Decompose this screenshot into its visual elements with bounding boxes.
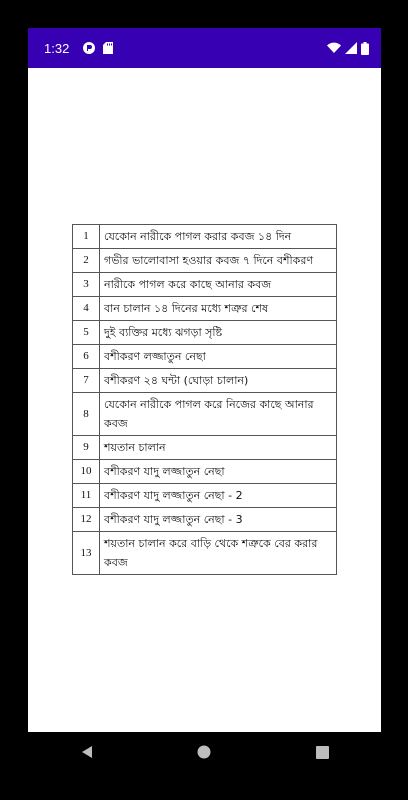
- table-row[interactable]: [73, 436, 337, 460]
- row-number: 2: [73, 249, 100, 273]
- row-text[interactable]: বশীকরণ যাদু লজ্জাতুন নেছা: [100, 460, 337, 484]
- row-text[interactable]: নারীকে পাগল করে কাছে আনার কবজ: [100, 273, 337, 297]
- table-row[interactable]: [73, 225, 337, 249]
- row-text[interactable]: বশীকরণ ২৪ ঘন্টা (ঘোড়া চালান): [100, 369, 337, 393]
- row-number: 3: [73, 273, 100, 297]
- table-row[interactable]: [73, 249, 337, 273]
- table-row[interactable]: [73, 321, 337, 345]
- table-row[interactable]: [73, 393, 337, 436]
- content-table: [72, 224, 337, 575]
- row-text[interactable]: দুই ব্যক্তির মধ্যে ঝগড়া সৃষ্টি: [100, 321, 337, 345]
- row-text[interactable]: যেকোন নারীকে পাগল করে নিজের কাছে আনার কবজ: [100, 393, 337, 436]
- row-number: 4: [73, 297, 100, 321]
- row-number: 7: [73, 369, 100, 393]
- table-row[interactable]: [73, 297, 337, 321]
- recents-button[interactable]: [302, 732, 342, 772]
- row-number: 1: [73, 225, 100, 249]
- row-number: 5: [73, 321, 100, 345]
- row-text[interactable]: বান চালান ১৪ দিনের মধ্যে শত্রুর শেষ: [100, 297, 337, 321]
- row-number: 13: [73, 532, 100, 575]
- row-number: 6: [73, 345, 100, 369]
- row-text[interactable]: বশীকরণ যাদু লজ্জাতুন নেছা - 2: [100, 484, 337, 508]
- row-text[interactable]: শয়তান চালান: [100, 436, 337, 460]
- sd-card-icon: [103, 42, 113, 54]
- back-icon: [80, 745, 94, 759]
- row-number: 9: [73, 436, 100, 460]
- battery-icon: [361, 42, 369, 55]
- row-text[interactable]: শয়তান চালান করে বাড়ি থেকে শত্রুকে বের করার কবজ: [100, 532, 337, 575]
- row-number: 8: [73, 393, 100, 436]
- home-icon: [197, 745, 211, 759]
- table-row[interactable]: [73, 345, 337, 369]
- back-button[interactable]: [67, 732, 107, 772]
- status-time: 1:32: [44, 40, 70, 56]
- recents-icon: [316, 746, 329, 759]
- row-number: 10: [73, 460, 100, 484]
- table-row[interactable]: [73, 273, 337, 297]
- status-bar: [28, 28, 381, 68]
- table-row[interactable]: [73, 460, 337, 484]
- row-text[interactable]: গভীর ভালোবাসা হওয়ার কবজ ৭ দিনে বশীকরণ: [100, 249, 337, 273]
- row-number: 12: [73, 508, 100, 532]
- row-text[interactable]: বশীকরণ লজ্জাতুন নেছা: [100, 345, 337, 369]
- row-number: 11: [73, 484, 100, 508]
- row-text[interactable]: যেকোন নারীকে পাগল করার কবজ ১৪ দিন: [100, 225, 337, 249]
- table-row[interactable]: [73, 508, 337, 532]
- navigation-bar: [28, 732, 381, 772]
- table-row[interactable]: [73, 532, 337, 575]
- signal-icon: [345, 42, 357, 54]
- wifi-icon: [327, 42, 341, 54]
- table-row[interactable]: [73, 484, 337, 508]
- table-row[interactable]: [73, 369, 337, 393]
- row-text[interactable]: বশীকরণ যাদু লজ্জাতুন নেছা - 3: [100, 508, 337, 532]
- home-button[interactable]: [184, 732, 224, 772]
- notification-p-icon: [83, 42, 95, 54]
- app-screen: [28, 68, 381, 732]
